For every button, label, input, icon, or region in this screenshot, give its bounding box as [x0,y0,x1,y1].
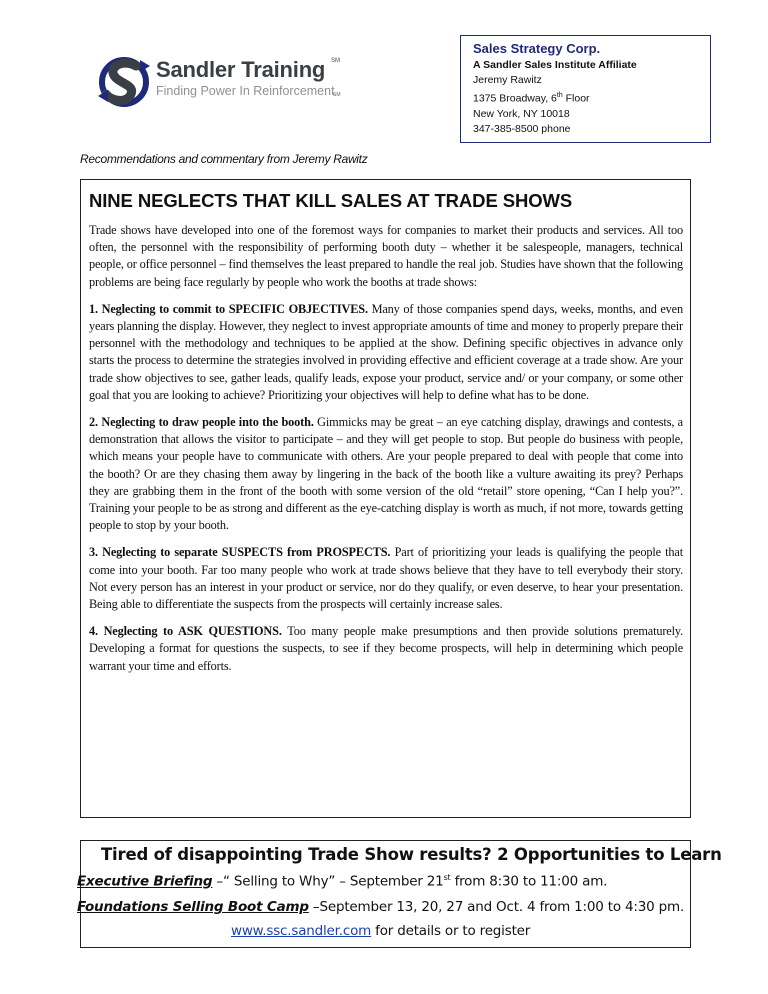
event-executive-briefing: Executive Briefing –“ Selling to Why” – September 21st from 8:30 to 11:00 am. [77,873,608,890]
event-boot-camp: Foundations Selling Boot Camp –September 13, 20, 27 and Oct. 4 from 1:00 to 4:30 pm. [77,899,685,915]
website-link[interactable]: www.ssc.sandler.com [231,923,372,939]
neglect-item-4 [89,623,683,675]
company-name: Sales Strategy Corp. [473,41,601,56]
logo-tagline: Finding Power In Reinforcement [156,84,335,98]
promo-box [77,840,722,948]
recommendation-line: Recommendations and commentary from Jeremy Rawitz [80,152,368,166]
contact-city: New York, NY 10018 [473,107,570,120]
neglect-body: Part of prioritizing your leads is qualifying the people that come into your booth. Far too many people who work at trade shows believe that they have to tell everybody their story. Not every person has an interest in your product or service, nor do they qualify, or even deserve, to hear your presentation. Being able to differentiate the suspects from the prospects will certainly increase sales. [89,545,683,612]
neglect-item-1 [89,301,683,404]
neglect-body: Gimmicks may be great – an eye catching display, drawings and contests, a demonstration that allows the visitor to participate – and they will get people to stop. But people do business with people, which means your people have to communicate with others. Are your people prepared to deal with people that come into the booth? Or are they chasing them away by lingering in the back of the booth like a vulture awaiting its prey? Perhaps they are grabbing them in the front of the booth with some version of the old “retail” store opening, “Can I help you?”. Training your people to be as strong and different as the eye-catching display is worth as much, if not more, towards getting people to stop by your booth. [89,415,683,533]
neglect-item-3 [89,544,683,613]
article-intro: Trade shows have developed into one of the foremost ways for companies to market their products and services. All too often, the personnel with the responsibility of performing booth duty – whether it be salespeople, managers, technical people, or office personnel – find themselves the least prepared to handle the real job. Studies have shown that the following problems are being face regularly by people who work the booths at trade shows: [89,223,683,289]
neglect-heading: 2. Neglecting to draw people into the booth. [89,415,314,430]
affiliate-line: A Sandler Sales Institute Affiliate [473,59,637,71]
neglect-item-2 [89,414,683,534]
logo-name: Sandler Training [156,57,326,82]
sandler-logo [96,50,356,112]
neglect-heading: 1. Neglecting to commit to SPECIFIC OBJECTIVES. [89,301,368,316]
event1-title: Executive Briefing [77,873,213,890]
register-line: www.ssc.sandler.com for details or to register [231,923,531,939]
neglect-body: Too many people make presumptions and then provide solutions prematurely. Developing a format for questions the suspects, to see if they become prospects, will help in determining which people warrant your time and efforts. [89,624,683,673]
logo-sm-mark: SM [331,58,340,64]
contact-person: Jeremy Rawitz [473,74,542,86]
neglect-body: Many of those companies spend days, weeks, months, and even years planning the display. However, they neglect to invest appropriate amounts of time and money to properly prepare their personnel with the methodology and techniques to be applied at the show. Defining specific objectives in advance only starts the process to determine the strategies involved in providing effective and efficient coverage at a trade show. Are your trade show objectives to see, gather leads, qualify leads, expose your product, service and/ or your company, or some other goal that you are looking to achieve? Prioritizing your objectives will help to define what has to be done. [89,301,683,402]
neglect-heading: 4. Neglecting to ASK QUESTIONS. [89,624,282,639]
article-box [80,179,691,818]
contact-box [460,35,711,143]
neglect-heading: 3. Neglecting to separate SUSPECTS from PROSPECTS. [89,545,391,560]
logo-sm-mark-small: SM [333,92,341,98]
contact-phone: 347-385-8500 phone [473,122,571,135]
sandler-s-icon [96,50,154,112]
event2-title: Foundations Selling Boot Camp [77,899,309,915]
promo-headline: Tired of disappointing Trade Show results? 2 Opportunities to Learn [101,845,722,864]
contact-address: 1375 Broadway, 6th Floor [473,92,590,105]
article-title: NINE NEGLECTS THAT KILL SALES AT TRADE SHOWS [89,190,573,211]
